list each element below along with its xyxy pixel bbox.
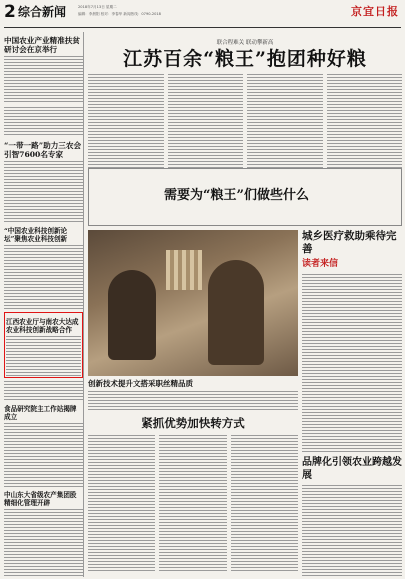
text-block <box>159 435 226 573</box>
left-headline-4: 江西农业厅与南农大达成农业科技创新战略合作 <box>6 318 79 334</box>
left-headline-1: 中国农业产业精准扶贫研讨会在京举行 <box>4 36 80 54</box>
text-block <box>4 381 83 401</box>
text-block <box>4 161 83 223</box>
bottom-article <box>88 414 298 577</box>
left-news-column <box>4 32 84 577</box>
person-figure <box>208 260 264 365</box>
main-area <box>88 32 402 577</box>
side-headline: 城乡医疗救助乘待完善 <box>302 230 397 255</box>
person-figure <box>108 270 156 360</box>
text-block <box>302 485 402 577</box>
text-block <box>247 74 323 168</box>
page-number: 2 <box>4 2 16 22</box>
editor-meta: 编辑：李晨阳 校对：李春华 新闻热线：0790-2018 <box>78 12 161 16</box>
left-headline-6: 中山东大省级农产集团股精细化管理开辟 <box>4 491 77 507</box>
left-headline-5: 食品研究院主工作站揭牌成立 <box>4 405 77 421</box>
photo-caption-headline: 创新技术提升文搭采职丝精品质 <box>88 379 193 388</box>
newspaper-logo: 京宜日报 <box>351 5 399 18</box>
text-block <box>4 56 83 104</box>
text-block <box>88 391 298 411</box>
text-block <box>4 245 83 309</box>
text-block <box>168 74 244 168</box>
text-block <box>4 509 83 577</box>
left-headline-2: “一带一路”助力三农会引智7600名专家 <box>4 141 82 159</box>
text-block <box>302 274 402 454</box>
text-block <box>4 423 83 487</box>
left-headline-3: “中国农业科技创新论坛”聚焦农业科技创新 <box>4 227 68 243</box>
photo-caption <box>88 378 298 410</box>
embroidery-frame <box>166 250 202 290</box>
side-article <box>302 230 402 452</box>
bottom-headline: 紧抓优势加快转方式 <box>141 416 245 430</box>
lead-headline: 江苏百余“粮王”抱团种好粮 <box>123 48 367 70</box>
section-title: 综合新闻 <box>18 5 67 19</box>
lead-text-columns <box>88 74 402 171</box>
text-block <box>4 107 83 137</box>
reader-letter-label: 读者来信 <box>302 259 339 269</box>
news-photo <box>88 230 298 376</box>
issue-meta: 2018年7月13日 星期二 <box>78 5 117 9</box>
right-bottom-headline: 品牌化引领农业跨越发展 <box>302 457 402 481</box>
highlighted-article[interactable] <box>4 312 83 378</box>
text-block <box>231 435 298 573</box>
text-block <box>6 336 81 376</box>
bottom-text-columns <box>88 435 298 576</box>
text-block <box>88 435 155 573</box>
page-header <box>4 2 401 28</box>
lead-kicker: 联合程难关 联动攀新高 <box>216 40 274 46</box>
text-block <box>327 74 403 168</box>
commentary-headline: 需要为“粮王”们做些什么 <box>164 188 309 203</box>
text-block <box>88 74 164 168</box>
right-bottom-article <box>302 456 402 577</box>
